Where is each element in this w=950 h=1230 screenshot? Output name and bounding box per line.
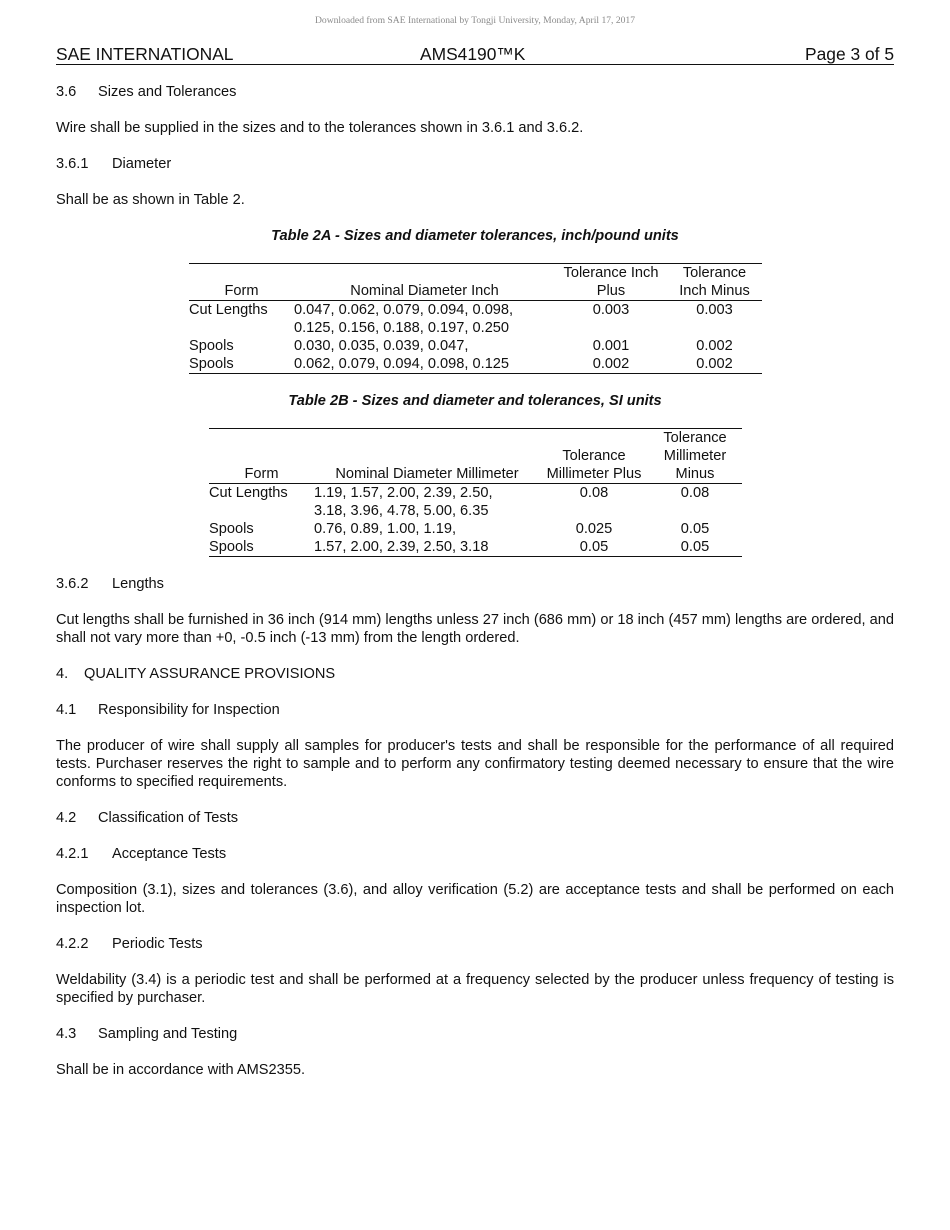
cell-tol-minus: 0.05 (648, 538, 742, 557)
col-header-tol-plus: Tolerance Inch Plus (555, 264, 667, 301)
section-text-3-6-2: Cut lengths shall be furnished in 36 inch (914 mm) lengths unless 27 inch (686 mm) or 18 inch (457 mm) lengths are ordered, and shall not vary more than +0, -0.5 inch (-13 mm) from the length ordered. (56, 612, 894, 646)
cell-form: Cut Lengths (209, 485, 288, 501)
section-heading-3-6 (56, 83, 894, 101)
cell-tol-plus: 0.002 (555, 355, 667, 374)
cell-tol-minus: 0.003 (696, 302, 733, 318)
section-heading-4-2-1 (56, 845, 894, 863)
section-title: Periodic Tests (112, 936, 203, 952)
section-number: 3.6.1 (56, 156, 89, 172)
section-title: Sampling and Testing (98, 1026, 238, 1042)
cell-form: Spools (189, 355, 294, 374)
col-header-tol-minus: Tolerance Inch Minus (667, 264, 762, 301)
section-heading-4 (56, 665, 894, 683)
cell-form: Spools (209, 521, 254, 537)
col-header-form: Form (209, 429, 314, 484)
table-row (189, 337, 762, 355)
table-2b-caption: Table 2B - Sizes and diameter and tolerances, SI units (288, 393, 662, 409)
cell-form: Cut Lengths (189, 302, 268, 318)
cell-diameter: 1.57, 2.00, 2.39, 2.50, 3.18 (314, 538, 540, 557)
section-title: QUALITY ASSURANCE PROVISIONS (84, 666, 336, 682)
section-number: 3.6 (56, 84, 77, 100)
section-heading-4-2-2 (56, 935, 894, 953)
document-body (56, 83, 894, 1097)
cell-tol-minus: 0.002 (696, 338, 733, 354)
table-row (189, 355, 762, 374)
section-heading-4-3 (56, 1025, 894, 1043)
col-header-diameter: Nominal Diameter Millimeter (314, 429, 540, 484)
section-number: 4.1 (56, 702, 77, 718)
section-text-3-6: Wire shall be supplied in the sizes and to the tolerances shown in 3.6.1 and 3.6.2. (56, 120, 584, 136)
col-header-form: Form (189, 264, 294, 301)
header-doc-id: AMS4190™K (420, 44, 526, 64)
section-number: 4.2.2 (56, 936, 89, 952)
section-text-4-1: The producer of wire shall supply all samples for producer's tests and shall be responsible for the performance of all required tests. Purchaser reserves the right to sample and to perform any confirmatory testing deemed necessary to ensure that the wire conforms to specified requirements. (56, 738, 894, 790)
table-2a (189, 263, 762, 374)
cell-diameter: 1.19, 1.57, 2.00, 2.39, 2.50, 3.18, 3.96, 4.78, 5.00, 6.35 (314, 485, 493, 519)
cell-diameter: 0.76, 0.89, 1.00, 1.19, (314, 521, 456, 537)
table-2b (209, 428, 742, 557)
section-title: Diameter (112, 156, 172, 172)
cell-tol-plus: 0.05 (540, 538, 648, 557)
header-org: SAE INTERNATIONAL (56, 44, 234, 64)
section-title: Sizes and Tolerances (98, 84, 237, 100)
cell-diameter: 0.030, 0.035, 0.039, 0.047, (294, 338, 469, 354)
table-row (209, 538, 742, 557)
section-heading-3-6-1 (56, 155, 894, 173)
cell-tol-plus: 0.08 (579, 485, 609, 501)
section-number: 4.3 (56, 1026, 77, 1042)
cell-tol-plus: 0.003 (592, 302, 630, 318)
section-heading-4-2 (56, 809, 894, 827)
section-title: Responsibility for Inspection (98, 702, 280, 718)
cell-tol-minus: 0.05 (680, 521, 710, 537)
col-header-diameter: Nominal Diameter Inch (294, 264, 555, 301)
table-row (189, 301, 762, 338)
cell-tol-minus: 0.08 (680, 485, 710, 501)
section-text-4-3: Shall be in accordance with AMS2355. (56, 1062, 306, 1078)
section-title: Lengths (112, 576, 164, 592)
cell-tol-minus: 0.002 (667, 355, 762, 374)
section-number: 4.2.1 (56, 846, 89, 862)
header-page-number: Page 3 of 5 (805, 44, 894, 64)
col-header-tol-minus: Tolerance Millimeter Minus (648, 429, 742, 484)
section-number: 4. (56, 666, 69, 682)
cell-diameter: 0.062, 0.079, 0.094, 0.098, 0.125 (294, 355, 555, 374)
section-number: 3.6.2 (56, 576, 89, 592)
download-watermark: Downloaded from SAE International by Tongji University, Monday, April 17, 2017 (314, 15, 636, 26)
section-title: Classification of Tests (98, 810, 239, 826)
cell-diameter: 0.047, 0.062, 0.079, 0.094, 0.098, 0.125, 0.156, 0.188, 0.197, 0.250 (294, 302, 514, 336)
section-text-3-6-1: Shall be as shown in Table 2. (56, 192, 245, 208)
section-number: 4.2 (56, 810, 77, 826)
section-title: Acceptance Tests (112, 846, 227, 862)
table-row (209, 520, 742, 538)
section-text-4-2-2: Weldability (3.4) is a periodic test and shall be performed at a frequency selected by the producer unless frequency of testing is specified by purchaser. (56, 972, 894, 1006)
col-header-tol-plus: Tolerance Millimeter Plus (540, 429, 648, 484)
table-2a-caption: Table 2A - Sizes and diameter tolerances, inch/pound units (271, 228, 679, 244)
page-header (56, 44, 894, 65)
cell-tol-plus: 0.025 (575, 521, 613, 537)
section-heading-4-1 (56, 701, 894, 719)
section-text-4-2-1: Composition (3.1), sizes and tolerances (3.6), and alloy verification (5.2) are acceptance tests and shall be performed on each inspection lot. (56, 882, 894, 916)
cell-tol-plus: 0.001 (592, 338, 630, 354)
table-row (209, 484, 742, 521)
cell-form: Spools (209, 538, 314, 557)
cell-form: Spools (189, 338, 234, 354)
section-heading-3-6-2 (56, 575, 894, 593)
